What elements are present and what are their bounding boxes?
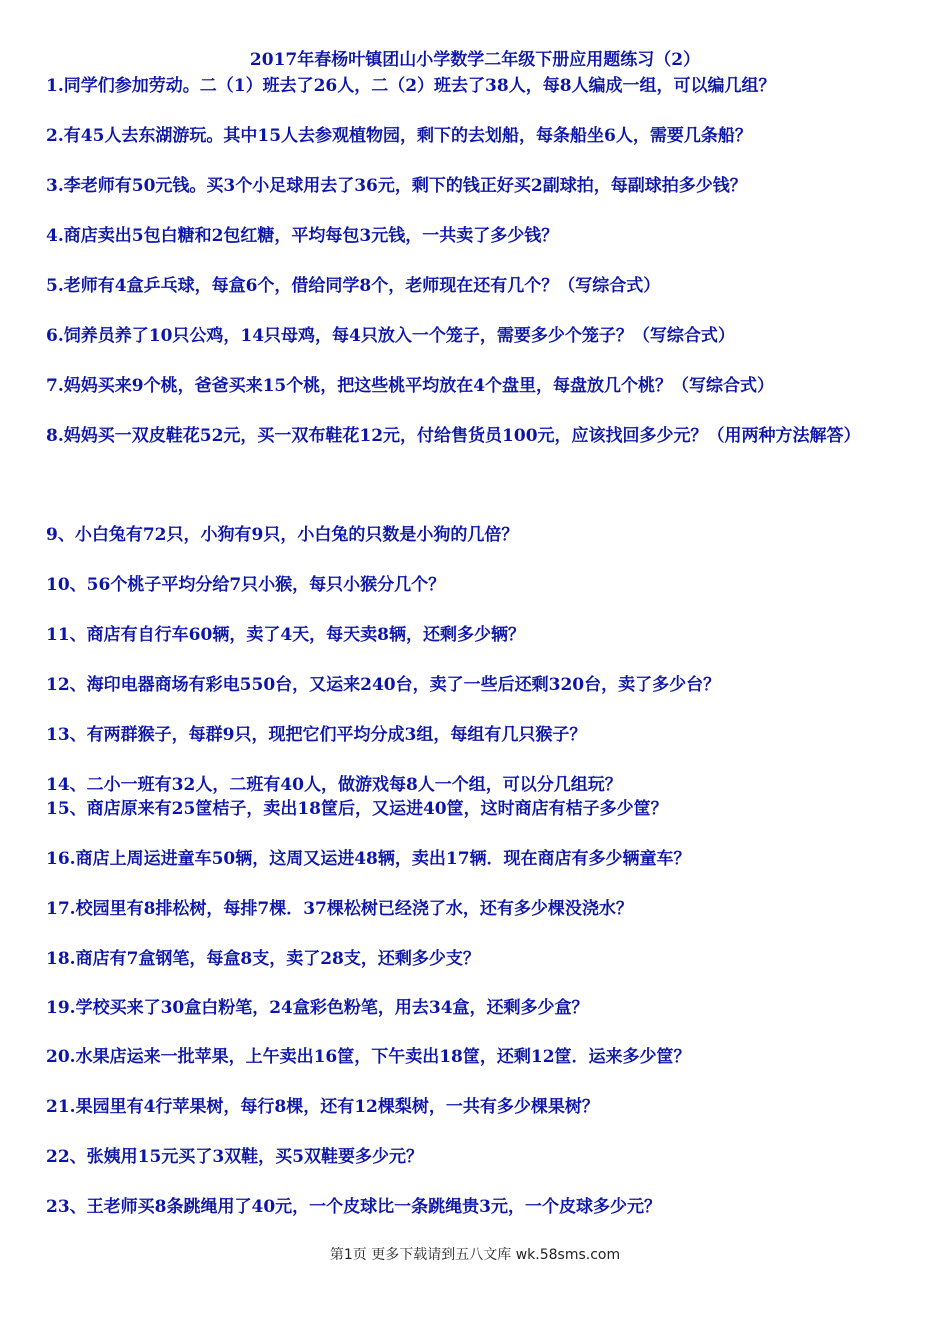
- question-6: 6.饲养员养了10只公鸡，14只母鸡，每4只放入一个笼子，需要多少个笼子？（写综合式）: [46, 326, 735, 346]
- question-9: 9、小白兔有72只，小狗有9只，小白兔的只数是小狗的几倍？: [46, 525, 519, 545]
- question-11: 11、商店有自行车60辆，卖了4天，每天卖8辆，还剩多少辆？: [46, 625, 525, 645]
- question-15: 15、商店原来有25筐桔子，卖出18筐后，又运进40筐，这时商店有桔子多少筐？: [46, 799, 668, 819]
- question-1: 1.同学们参加劳动。二（1）班去了26人，二（2）班去了38人，每8人编成一组，可以编几组？: [46, 76, 776, 96]
- question-12: 12、海印电器商场有彩电550台，又运来240台，卖了一些后还剩320台，卖了多少台？: [46, 675, 721, 695]
- question-10: 10、56个桃子平均分给7只小猴，每只小猴分几个？: [46, 575, 446, 595]
- question-19: 19.学校买来了30盒白粉笔，24盒彩色粉笔，用去34盒，还剩多少盒？: [46, 998, 589, 1018]
- question-16: 16.商店上周运进童车50辆，这周又运进48辆，卖出17辆．现在商店有多少辆童车？: [46, 849, 691, 869]
- page-title: 2017年春杨叶镇团山小学数学二年级下册应用题练习（2）: [249, 50, 701, 70]
- question-7: 7.妈妈买来9个桃，爸爸买来15个桃，把这些桃平均放在4个盘里，每盘放几个桃？（写综合式）: [46, 376, 775, 396]
- page-footer: 第1页 更多下载请到五八文库 wk.58sms.com: [329, 1247, 621, 1263]
- question-8: 8.妈妈买一双皮鞋花52元，买一双布鞋花12元，付给售货员100元，应该找回多少元？（用两种方法解答）: [46, 426, 861, 446]
- question-5: 5.老师有4盒乒乓球，每盒6个，借给同学8个，老师现在还有几个？（写综合式）: [46, 276, 661, 296]
- question-17: 17.校园里有8排松树，每排7棵．37棵松树已经浇了水，还有多少棵没浇水？: [46, 899, 633, 919]
- question-23: 23、王老师买8条跳绳用了40元，一个皮球比一条跳绳贵3元，一个皮球多少元？: [46, 1197, 661, 1217]
- question-14: 14、二小一班有32人，二班有40人，做游戏每8人一个组，可以分几组玩？: [46, 775, 622, 795]
- question-4: 4.商店卖出5包白糖和2包红糖，平均每包3元钱，一共卖了多少钱？: [46, 226, 559, 246]
- question-22: 22、张姨用15元买了3双鞋，买5双鞋要多少元？: [46, 1147, 423, 1167]
- question-3: 3.李老师有50元钱。买3个小足球用去了36元，剩下的钱正好买2副球拍，每副球拍多少钱？: [46, 176, 747, 196]
- question-21: 21.果园里有4行苹果树，每行8棵，还有12棵梨树，一共有多少棵果树？: [46, 1097, 599, 1117]
- question-13: 13、有两群猴子，每群9只，现把它们平均分成3组，每组有几只猴子？: [46, 725, 587, 745]
- question-18: 18.商店有7盒钢笔，每盒8支，卖了28支，还剩多少支？: [46, 949, 480, 969]
- question-20: 20.水果店运来一批苹果，上午卖出16筐，下午卖出18筐，还剩12筐．运来多少筐？: [46, 1047, 691, 1067]
- question-2: 2.有45人去东湖游玩。其中15人去参观植物园，剩下的去划船，每条船坐6人，需要几条船？: [46, 126, 752, 146]
